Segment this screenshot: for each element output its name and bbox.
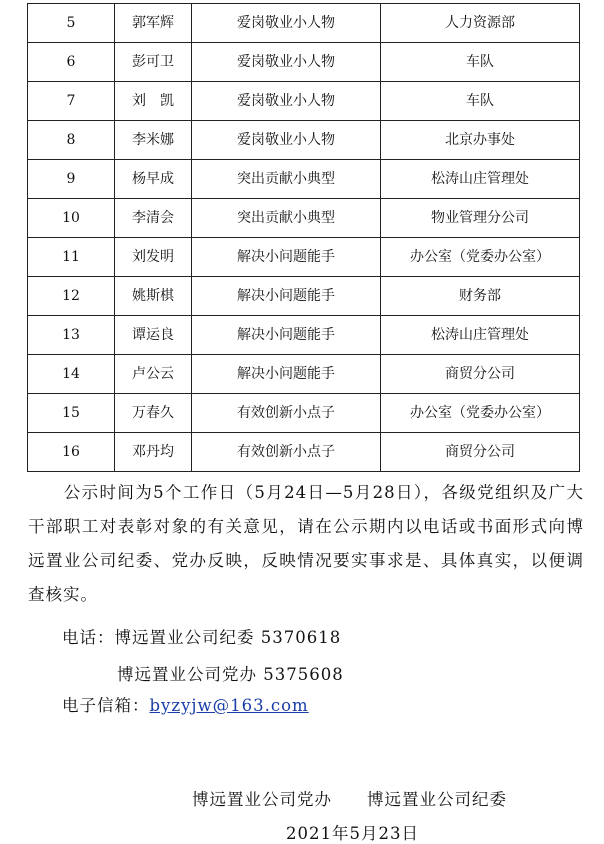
row-number: 8: [28, 121, 115, 160]
email-link[interactable]: byzyjw@163.com: [149, 696, 309, 715]
table-row: [28, 355, 580, 394]
row-name: 郭军辉: [115, 4, 192, 43]
row-number: 16: [28, 433, 115, 472]
row-name: 卢公云: [115, 355, 192, 394]
row-award: 有效创新小点子: [192, 394, 381, 433]
commendation-table: [27, 3, 580, 472]
row-department: 车队: [381, 43, 580, 82]
table-row: [28, 82, 580, 121]
row-award: 解决小问题能手: [192, 238, 381, 277]
row-number: 13: [28, 316, 115, 355]
table-row: [28, 394, 580, 433]
row-number: 15: [28, 394, 115, 433]
phone-line-2: [117, 661, 344, 685]
row-name: 李清会: [115, 199, 192, 238]
row-department: 松涛山庄管理处: [381, 160, 580, 199]
table-row: [28, 4, 580, 43]
row-number: 5: [28, 4, 115, 43]
row-number: 10: [28, 199, 115, 238]
row-number: 6: [28, 43, 115, 82]
row-number: 7: [28, 82, 115, 121]
table-row: [28, 121, 580, 160]
commendation-table-body: [28, 4, 580, 472]
row-award: 爱岗敬业小人物: [192, 4, 381, 43]
table-row: [28, 238, 580, 277]
row-award: 解决小问题能手: [192, 355, 381, 394]
row-award: 爱岗敬业小人物: [192, 82, 381, 121]
table-row: [28, 199, 580, 238]
row-name: 邓丹均: [115, 433, 192, 472]
phone-line-1: [62, 624, 341, 648]
table-row: [28, 43, 580, 82]
table-row: [28, 160, 580, 199]
row-name: 刘 凯: [115, 82, 192, 121]
table-row: [28, 316, 580, 355]
row-number: 12: [28, 277, 115, 316]
row-name: 谭运良: [115, 316, 192, 355]
row-name: 李米娜: [115, 121, 192, 160]
row-award: 突出贡献小典型: [192, 160, 381, 199]
row-name: 姚斯棋: [115, 277, 192, 316]
email-line: [62, 692, 309, 716]
phone-party-office: 博远置业公司党办 5375608: [117, 665, 344, 684]
row-name: 彭可卫: [115, 43, 192, 82]
phone-discipline-committee: 博远置业公司纪委 5370618: [114, 628, 342, 647]
row-award: 有效创新小点子: [192, 433, 381, 472]
row-department: 办公室（党委办公室）: [381, 394, 580, 433]
row-department: 物业管理分公司: [381, 199, 580, 238]
notice-paragraph: 公示时间为5个工作日（5月24日—5月28日），各级党组织及广大干部职工对表彰对象的有关意见，请在公示期内以电话或书面形式向博远置业公司纪委、党办反映，反映情况要实事求是、具体真实，以便调查核实。: [28, 483, 584, 604]
table-row: [28, 277, 580, 316]
row-department: 商贸分公司: [381, 433, 580, 472]
row-department: 车队: [381, 82, 580, 121]
row-award: 突出贡献小典型: [192, 199, 381, 238]
row-name: 刘发明: [115, 238, 192, 277]
issue-date: 2021年5月23日: [286, 824, 419, 843]
row-award: 解决小问题能手: [192, 316, 381, 355]
phone-label: 电话：: [62, 628, 115, 647]
row-department: 商贸分公司: [381, 355, 580, 394]
email-label: 电子信箱：: [62, 696, 150, 715]
row-department: 人力资源部: [381, 4, 580, 43]
row-award: 解决小问题能手: [192, 277, 381, 316]
row-number: 9: [28, 160, 115, 199]
row-department: 北京办事处: [381, 121, 580, 160]
row-department: 财务部: [381, 277, 580, 316]
row-department: 办公室（党委办公室）: [381, 238, 580, 277]
row-award: 爱岗敬业小人物: [192, 43, 381, 82]
row-award: 爱岗敬业小人物: [192, 121, 381, 160]
row-name: 万春久: [115, 394, 192, 433]
table-row: [28, 433, 580, 472]
row-name: 杨早成: [115, 160, 192, 199]
row-number: 14: [28, 355, 115, 394]
issuers: 博远置业公司党办 博远置业公司纪委: [192, 790, 507, 809]
row-number: 11: [28, 238, 115, 277]
row-department: 松涛山庄管理处: [381, 316, 580, 355]
